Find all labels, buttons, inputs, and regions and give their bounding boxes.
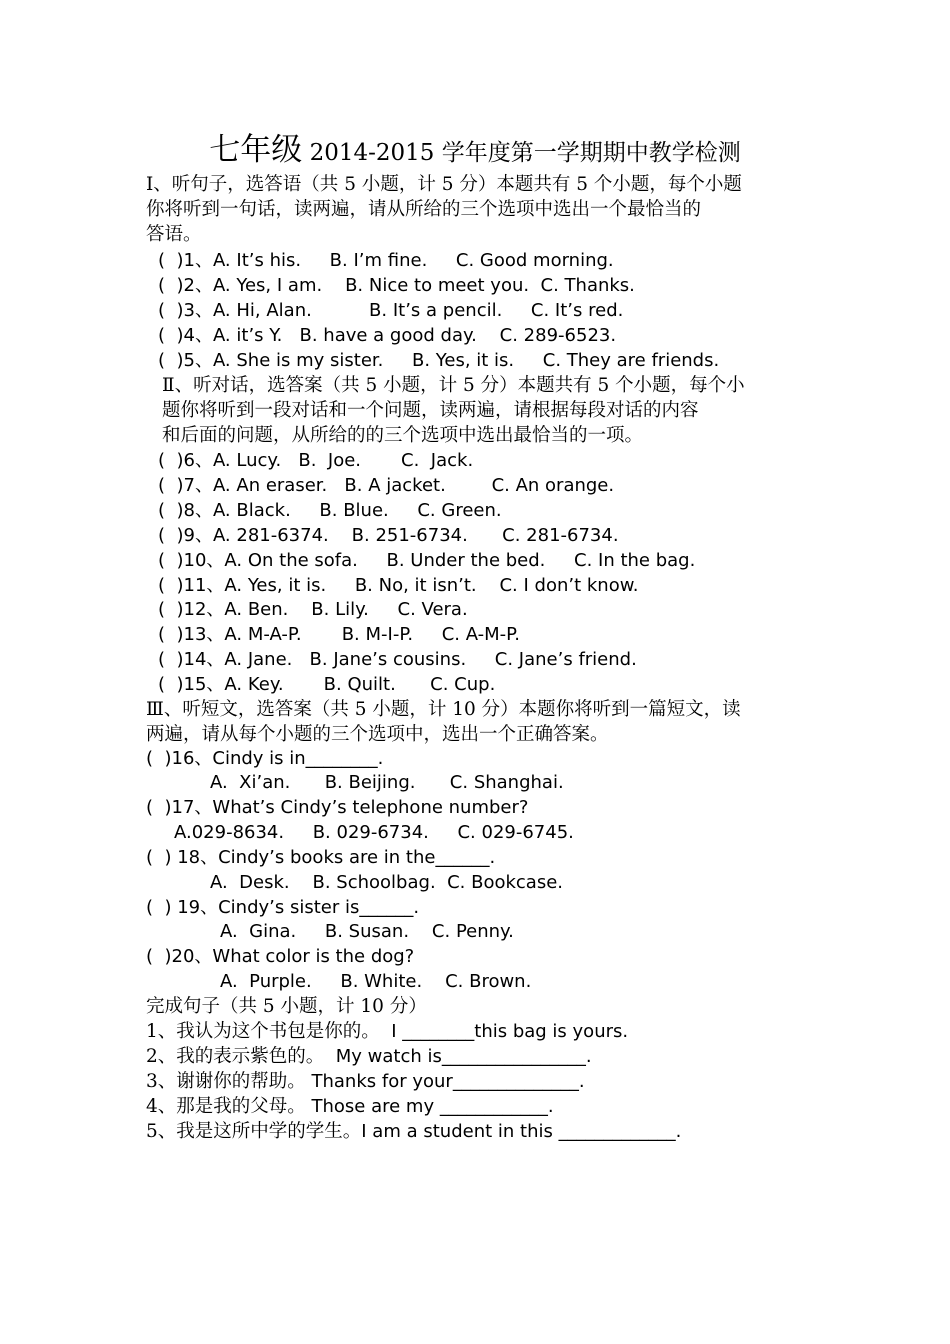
section1-instruction-line-2: 你将听到一句话，读两遍，请从所给的三个选项中选出一个最恰当的 — [146, 199, 702, 220]
question-20: ( )20、What color is the dog? — [146, 946, 415, 967]
question-15: ( )15、A. Key. B. Quilt. C. Cup. — [158, 674, 496, 695]
section2-instruction-line-1: Ⅱ、听对话，选答案（共 5 小题，计 5 分）本题共有 5 个小题，每个小 — [162, 375, 745, 396]
question-10: ( )10、A. On the sofa. B. Under the bed. C. In the bag. — [158, 550, 696, 571]
sentence-3: 3、谢谢你的帮助。 Thanks for your______________. — [146, 1071, 585, 1092]
question-13: ( )13、A. M-A-P. B. M-I-P. C. A-M-P. — [158, 624, 520, 645]
question-2: ( )2、A. Yes, I am. B. Nice to meet you. C. Thanks. — [158, 275, 635, 296]
question-12: ( )12、A. Ben. B. Lily. C. Vera. — [158, 599, 468, 620]
question-8: ( )8、A. Black. B. Blue. C. Green. — [158, 500, 502, 521]
question-4: ( )4、A. it’s Y. B. have a good day. C. 289-6523. — [158, 325, 617, 346]
question-19: ( ) 19、Cindy’s sister is______. — [146, 897, 420, 918]
sentence-5: 5、我是这所中学的学生。I am a student in this _____________. — [146, 1121, 682, 1142]
question-7: ( )7、A. An eraser. B. A jacket. C. An orange. — [158, 475, 615, 496]
question-17: ( )17、What’s Cindy’s telephone number? — [146, 797, 529, 818]
sentence-2: 2、我的表示紫色的。 My watch is________________. — [146, 1046, 592, 1067]
question-5: ( )5、A. She is my sister. B. Yes, it is. C. They are friends. — [158, 350, 720, 371]
section2-instruction-line-3: 和后面的问题，从所给的的三个选项中选出最恰当的一项。 — [162, 425, 644, 446]
question-14: ( )14、A. Jane. B. Jane’s cousins. C. Jane’s friend. — [158, 649, 637, 670]
question-19-options: A. Gina. B. Susan. C. Penny. — [220, 921, 514, 942]
question-1: ( )1、A. It’s his. B. I’m fine. C. Good morning. — [158, 250, 614, 271]
sentence-1: 1、我认为这个书包是你的。 I ________this bag is yours. — [146, 1021, 629, 1042]
question-18: ( ) 18、Cindy’s books are in the______. — [146, 847, 496, 868]
section3-instruction-line-1: Ⅲ、听短文，选答案（共 5 小题，计 10 分）本题你将听到一篇短文，读 — [146, 699, 741, 720]
question-18-options: A. Desk. B. Schoolbag. C. Bookcase. — [210, 872, 564, 893]
section1-instruction-line-1: Ⅰ、听句子，选答语（共 5 小题，计 5 分）本题共有 5 个小题，每个小题 — [146, 174, 742, 195]
sentence-4: 4、那是我的父母。 Those are my ____________. — [146, 1096, 554, 1117]
title-grade: 七年级 — [209, 132, 303, 168]
question-16: ( )16、Cindy is in________. — [146, 748, 384, 769]
question-11: ( )11、A. Yes, it is. B. No, it isn’t. C. I don’t know. — [158, 575, 639, 596]
page-title — [0, 130, 950, 173]
question-16-options: A. Xi’an. B. Beijing. C. Shanghai. — [210, 772, 564, 793]
section3-instruction-line-2: 两遍，请从每个小题的三个选项中，选出一个正确答案。 — [146, 724, 609, 745]
question-17-options: A.029-8634. B. 029-6734. C. 029-6745. — [174, 822, 574, 843]
section1-instruction-line-3: 答语。 — [146, 224, 202, 245]
title-rest: 2014-2015 学年度第一学期期中教学检测 — [302, 140, 741, 166]
question-3: ( )3、A. Hi, Alan. B. It’s a pencil. C. It’s red. — [158, 300, 624, 321]
question-6: ( )6、A. Lucy. B. Joe. C. Jack. — [158, 450, 474, 471]
section4-heading: 完成句子（共 5 小题，计 10 分） — [146, 996, 427, 1017]
question-20-options: A. Purple. B. White. C. Brown. — [220, 971, 532, 992]
question-9: ( )9、A. 281-6374. B. 251-6734. C. 281-6734. — [158, 525, 619, 546]
section2-instruction-line-2: 题你将听到一段对话和一个问题，读两遍，请根据每段对话的内容 — [162, 400, 699, 421]
